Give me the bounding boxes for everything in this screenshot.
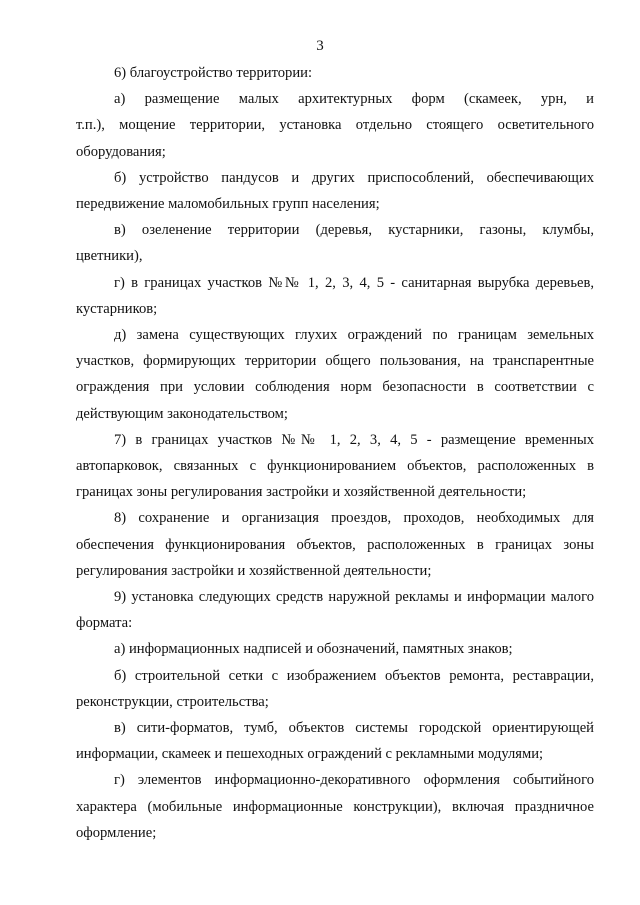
paragraph-6b-ramps: б) устройство пандусов и других приспособлений, обеспечивающих передвижение маломобильных групп населения;	[76, 169, 594, 213]
paragraph-6-landscaping: 6) благоустройство территории:	[114, 65, 313, 81]
paragraph-6c-greening: в) озеленение территории (деревья, кустарники, газоны, клумбы, цветники),	[76, 222, 594, 265]
paragraph-7-parking: 7) в границах участков №№ 1, 2, 3, 4, 5 - размещение временных автопарковок, связанных с функционированием объектов, расположенных в границах зоны регулирования застройки и хозяйственной деятельности;	[76, 431, 594, 501]
document-body	[76, 60, 594, 846]
paragraph-9d-event-decoration: г) элементов информационно-декоративного оформления событийного характера (мобильные информационные конструкции), включая праздничное оформление;	[76, 772, 594, 841]
paragraph-6a-small-forms: а) размещение малых архитектурных форм (скамеек, урн, и т.п.), мощение территории, установка отдельно стоящего осветительного оборудования;	[76, 91, 594, 160]
paragraph-9a-signs: а) информационных надписей и обозначений, памятных знаков;	[114, 641, 513, 658]
page-number: 3	[316, 38, 324, 54]
paragraph-9c-city-formats: в) сити-форматов, тумб, объектов системы городской ориентирующей информации, скамеек и пешеходных ограждений с рекламными модулями;	[76, 720, 594, 763]
paragraph-9b-construction-mesh: б) строительной сетки с изображением объектов ремонта, реставрации, реконструкции, строительства;	[76, 667, 594, 710]
paragraph-8-passages: 8) сохранение и организация проездов, проходов, необходимых для обеспечения функционирования объектов, расположенных в границах зоны регулирования застройки и хозяйственной деятельности;	[76, 510, 594, 579]
paragraph-6e-fences: д) замена существующих глухих ограждений по границам земельных участков, формирующих территории общего пользования, на транспарентные ограждения при условии соблюдения норм безопасности в соответствии с действующим законодательством;	[76, 327, 594, 422]
paragraph-9-advertising: 9) установка следующих средств наружной рекламы и информации малого формата:	[76, 589, 594, 632]
paragraph-6d-tree-cutting: г) в границах участков №№ 1, 2, 3, 4, 5 - санитарная вырубка деревьев, кустарников;	[76, 274, 594, 317]
